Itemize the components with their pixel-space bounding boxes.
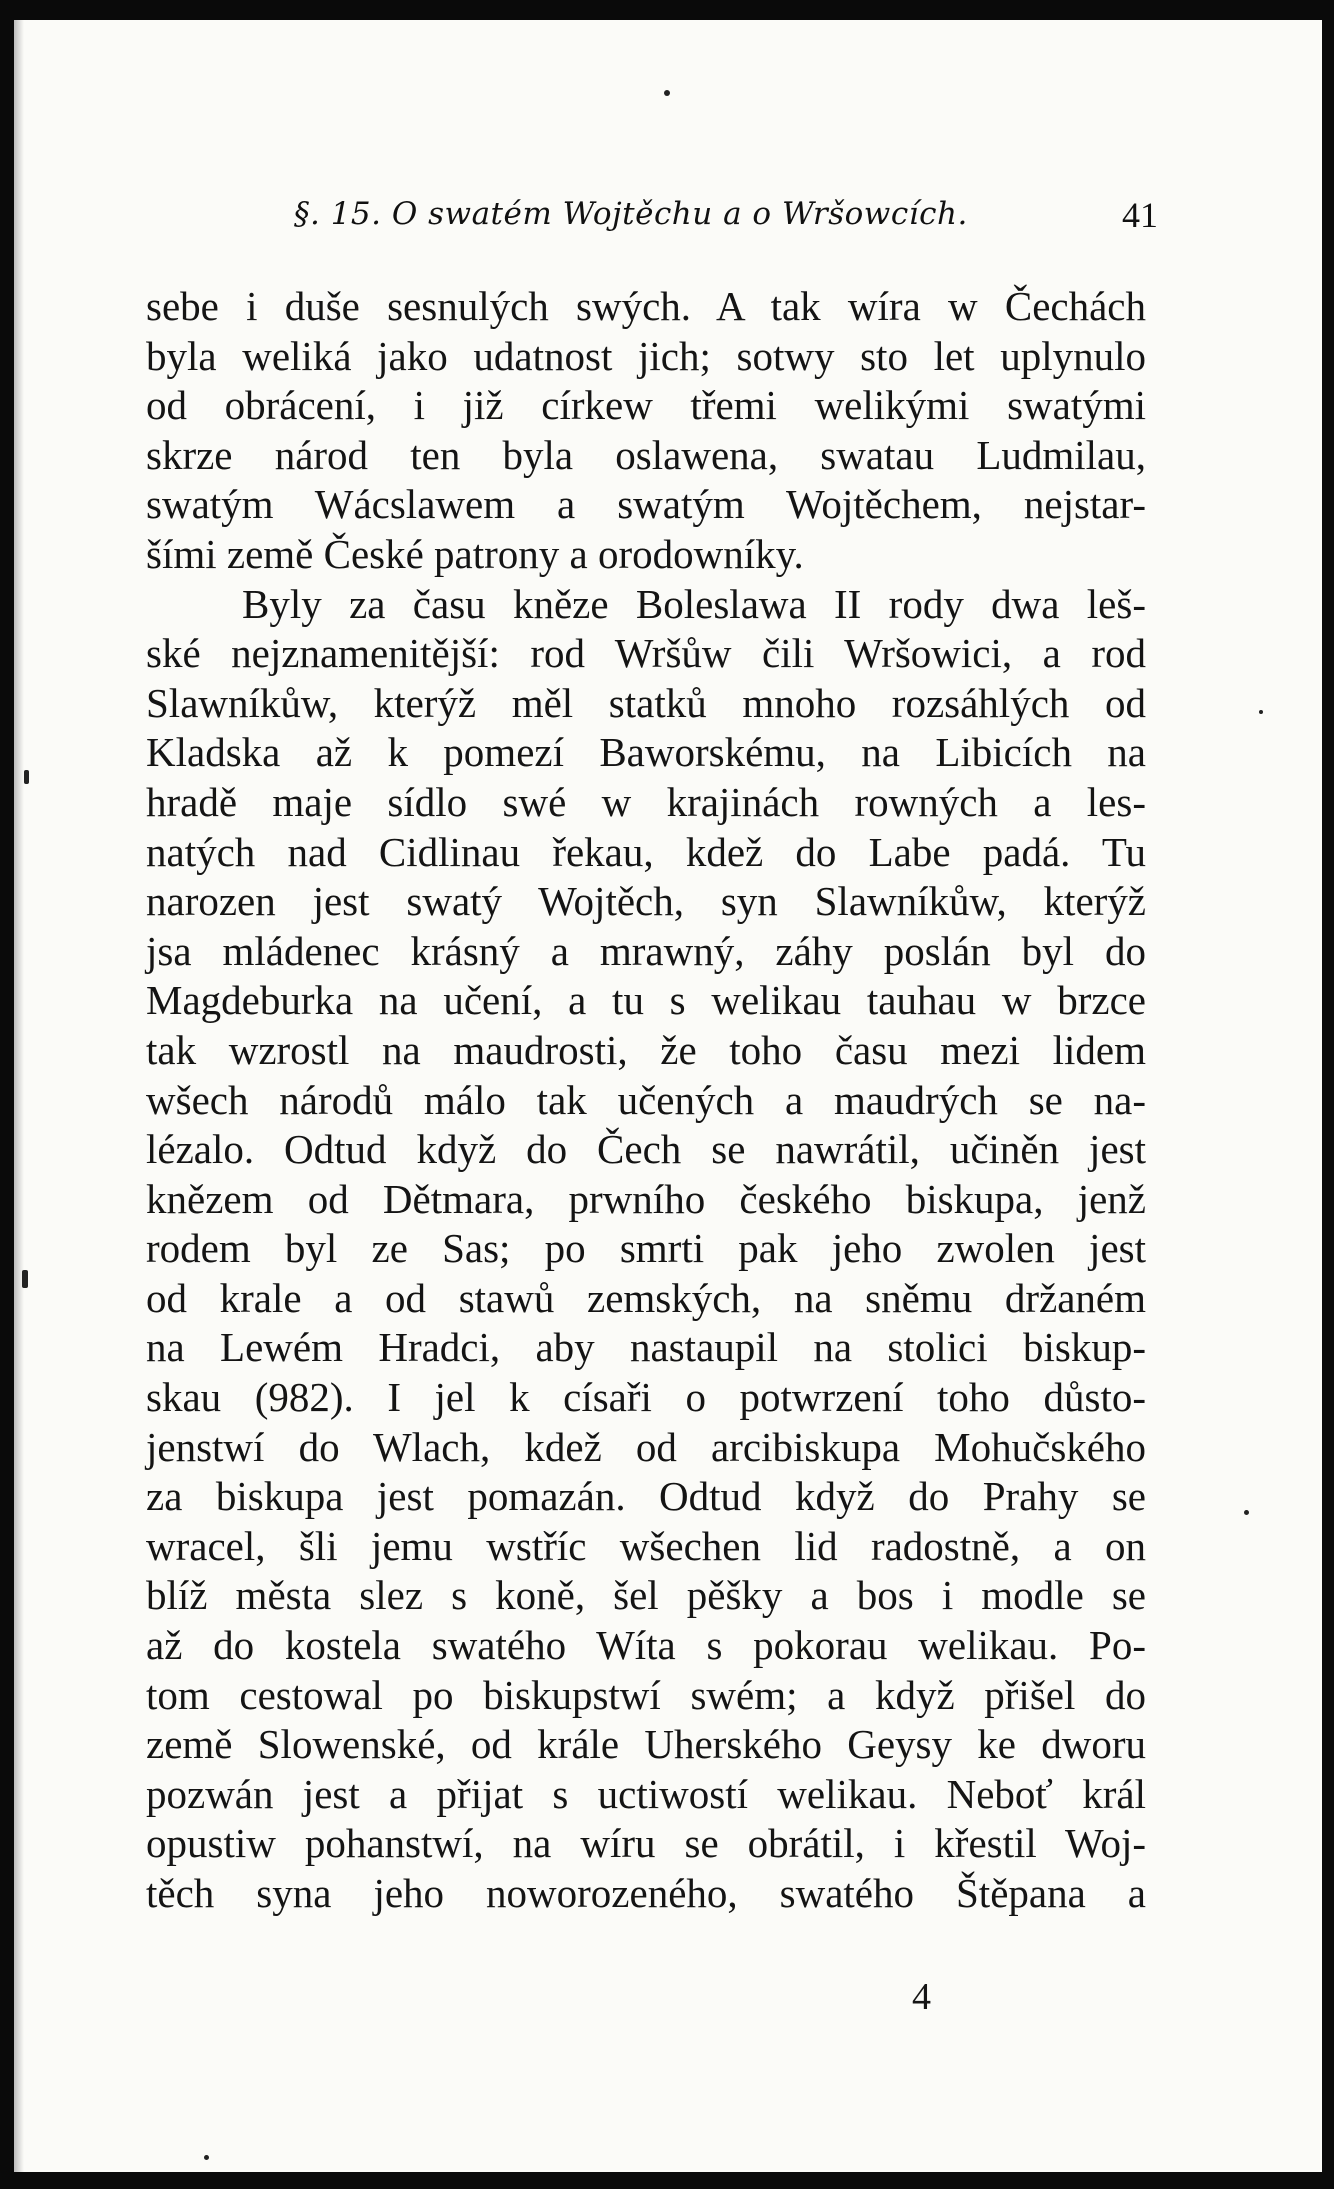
text-line: natých nad Cidlinau řekau, kdež do Labe padá. Tu [146, 828, 1146, 875]
text-line: těch syna jeho noworozeného, swatého Štěpana a [146, 1870, 1146, 1916]
text-line: lézalo. Odtud když do Čech se nawrátil, učiněn jest [146, 1126, 1146, 1173]
text-line: rodem byl ze Sas; po smrti pak jeho zwolen jest [146, 1225, 1146, 1272]
text-line: Slawníkůw, kterýž měl statků mnoho rozsáhlých od [146, 679, 1146, 726]
header-title: §. 15. O swatém Wojtěchu a o Wršowcích. [294, 196, 968, 232]
scan-speck [664, 90, 670, 96]
text-line: Byly za času kněze Boleslawa II rody dwa leš- [242, 580, 1146, 627]
text-line: narozen jest swatý Wojtěch, syn Slawníkůw, kterýž [146, 878, 1146, 925]
text-line: na Lewém Hradci, aby nastaupil na stolici biskup- [146, 1324, 1146, 1371]
scan-speck [1244, 1510, 1249, 1515]
page-edge-shadow [14, 20, 24, 2172]
text-line: od krale a od stawů zemských, na sněmu držaném [146, 1274, 1146, 1321]
text-line: sebe i duše sesnulých swých. A tak wíra w Čechách [146, 283, 1146, 329]
text-line: swatým Wácslawem a swatým Wojtěchem, nejstar- [146, 481, 1146, 528]
scan-speck [22, 1270, 28, 1288]
scan-speck [204, 2155, 209, 2160]
text-line: hradě maje sídlo swé w krajinách rowných a les- [146, 778, 1146, 825]
text-line: Magdeburka na učení, a tu s welikau tauhau w brzce [146, 977, 1146, 1024]
text-line: šími země České patrony a orodowníky. [146, 530, 804, 577]
text-line: skau (982). I jel k císaři o potwrzení toho důsto- [146, 1374, 1146, 1421]
text-line: ské nejznamenitější: rod Wršůw čili Wršowici, a rod [146, 630, 1146, 677]
text-line: knězem od Dětmara, prwního českého biskupa, jenž [146, 1175, 1146, 1222]
text-line: jenstwí do Wlach, kdež od arcibiskupa Mohučského [146, 1423, 1146, 1470]
text-line: tak wzrostl na maudrosti, že toho času mezi lidem [146, 1026, 1146, 1073]
text-line: blíž města slez s koně, šel pěšky a bos i modle se [146, 1572, 1146, 1619]
text-line: až do kostela swatého Wíta s pokorau welikau. Po- [146, 1622, 1146, 1669]
text-line: tom cestowal po biskupstwí swém; a když přišel do [146, 1671, 1146, 1718]
page-number: 41 [1122, 195, 1158, 235]
text-line: wšech národů málo tak učených a maudrých se na- [146, 1076, 1146, 1123]
text-line: od obrácení, i již církew třemi welikými swatými [146, 382, 1146, 429]
book-page [14, 20, 1322, 2172]
text-line: za biskupa jest pomazán. Odtud když do Prahy se [146, 1473, 1146, 1520]
text-line: byla weliká jako udatnost jich; sotwy sto let uplynulo [146, 332, 1146, 379]
text-line: pozwán jest a přijat s uctiwostí welikau. Neboť král [146, 1770, 1146, 1817]
text-line: jsa mládenec krásný a mrawný, záhy poslán byl do [146, 927, 1146, 974]
text-line: Kladska až k pomezí Baworskému, na Libicích na [146, 729, 1146, 776]
text-line: skrze národ ten byla oslawena, swatau Ludmilau, [146, 431, 1146, 478]
running-header [294, 190, 1158, 246]
scan-speck [24, 770, 29, 784]
text-line: opustiw pohanstwí, na wíru se obrátil, i křestil Woj- [146, 1820, 1146, 1867]
text-line: země Slowenské, od krále Uherského Geysy ke dworu [146, 1721, 1146, 1768]
signature-mark: 4 [912, 1976, 931, 2018]
body-text [146, 282, 1146, 1919]
text-line: wracel, šli jemu wstříc wšechen lid radostně, a on [146, 1522, 1146, 1569]
scan-speck [1259, 710, 1263, 714]
